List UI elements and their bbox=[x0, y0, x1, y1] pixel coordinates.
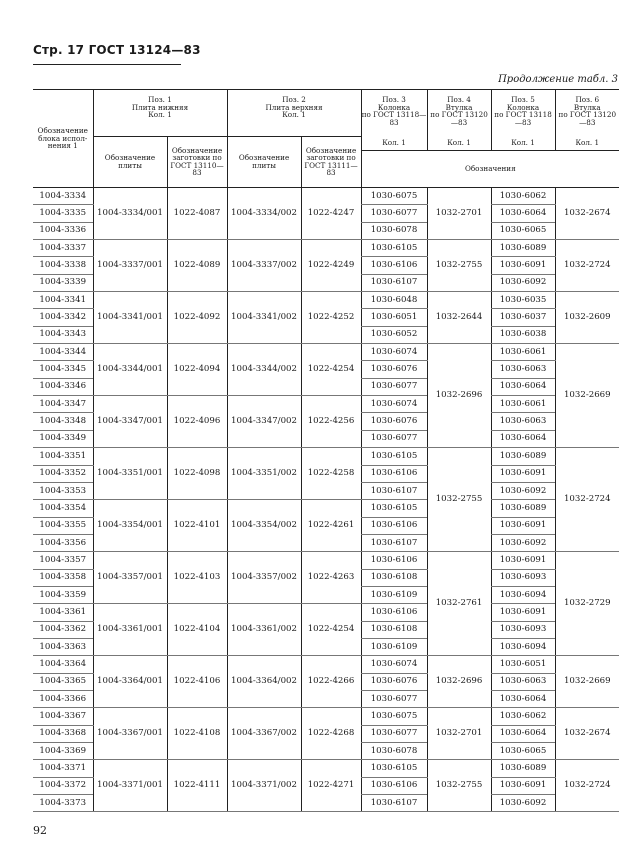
pos5-designation: 1030-6064 bbox=[491, 690, 555, 707]
page-header: Стр. 17 ГОСТ 13124—83 bbox=[33, 43, 201, 57]
pos3-name: Колонка bbox=[377, 102, 411, 112]
upper-plate-designation: 1004-3334/002 bbox=[227, 188, 301, 240]
upper-plate-blank: 1022-4263 bbox=[301, 552, 361, 604]
pos6-qty: Кол. 1 bbox=[555, 136, 619, 151]
col-pos3-header bbox=[361, 90, 427, 137]
pos4-designation: 1032-2761 bbox=[427, 552, 491, 656]
pos6-designation: 1032-2724 bbox=[555, 760, 619, 812]
pos5-designation: 1030-6065 bbox=[491, 743, 555, 760]
lower-plate-blank: 1022-4087 bbox=[167, 188, 227, 240]
pos4-designation: 1032-2644 bbox=[427, 292, 491, 344]
pos5-designation: 1030-6063 bbox=[491, 673, 555, 690]
block-designation: 1004-3349 bbox=[33, 430, 93, 447]
pos4-qty: Кол. 1 bbox=[427, 136, 491, 151]
pos4-pos: Поз. 4 bbox=[447, 95, 471, 104]
col-lower-plate-header bbox=[93, 90, 227, 137]
pos3-designation: 1030-6105 bbox=[361, 500, 427, 517]
pos4-gost: по ГОСТ 13120—83 bbox=[430, 110, 488, 127]
pos3-designation: 1030-6074 bbox=[361, 656, 427, 673]
table-row bbox=[33, 708, 619, 725]
pos3-gost: по ГОСТ 13118—83 bbox=[361, 110, 427, 127]
block-designation: 1004-3365 bbox=[33, 673, 93, 690]
pos3-designation: 1030-6074 bbox=[361, 396, 427, 413]
block-designation: 1004-3351 bbox=[33, 448, 93, 465]
lower-plate-designation: 1004-3334/001 bbox=[93, 188, 167, 240]
block-designation: 1004-3348 bbox=[33, 413, 93, 430]
table-row bbox=[33, 292, 619, 309]
lower-plate-blank: 1022-4096 bbox=[167, 396, 227, 448]
table-row bbox=[33, 448, 619, 465]
upper-plate-blank: 1022-4266 bbox=[301, 656, 361, 708]
upper-plate-blank: 1022-4261 bbox=[301, 500, 361, 552]
pos3-designation: 1030-6077 bbox=[361, 430, 427, 447]
block-designation: 1004-3353 bbox=[33, 482, 93, 499]
pos5-designation: 1030-6094 bbox=[491, 586, 555, 603]
pos6-name: Втулка bbox=[573, 102, 601, 112]
block-designation: 1004-3369 bbox=[33, 743, 93, 760]
table-row bbox=[33, 344, 619, 361]
pos6-designation: 1032-2724 bbox=[555, 448, 619, 552]
pos5-designation: 1030-6092 bbox=[491, 482, 555, 499]
pos5-qty: Кол. 1 bbox=[491, 136, 555, 151]
pos3-designation: 1030-6052 bbox=[361, 326, 427, 343]
block-designation: 1004-3366 bbox=[33, 690, 93, 707]
pos3-designation: 1030-6108 bbox=[361, 621, 427, 638]
pos4-designation: 1032-2701 bbox=[427, 188, 491, 240]
pos5-designation: 1030-6065 bbox=[491, 222, 555, 239]
lower-plate-blank: 1022-4103 bbox=[167, 552, 227, 604]
block-designation: 1004-3367 bbox=[33, 708, 93, 725]
pos5-designation: 1030-6064 bbox=[491, 430, 555, 447]
pos3-designation: 1030-6106 bbox=[361, 552, 427, 569]
pos5-designation: 1030-6063 bbox=[491, 413, 555, 430]
pos3-designation: 1030-6105 bbox=[361, 760, 427, 777]
upper-plate-blank: 1022-4252 bbox=[301, 292, 361, 344]
block-designation: 1004-3372 bbox=[33, 777, 93, 794]
pos4-designation: 1032-2755 bbox=[427, 240, 491, 292]
lower-plate-blank: 1022-4094 bbox=[167, 344, 227, 396]
pos3-designation: 1030-6109 bbox=[361, 586, 427, 603]
pos6-designation: 1032-2674 bbox=[555, 708, 619, 760]
pos3-designation: 1030-6078 bbox=[361, 222, 427, 239]
pos5-designation: 1030-6061 bbox=[491, 396, 555, 413]
pos3-designation: 1030-6076 bbox=[361, 413, 427, 430]
pos5-designation: 1030-6064 bbox=[491, 725, 555, 742]
pos6-designation: 1032-2729 bbox=[555, 552, 619, 656]
pos5-designation: 1030-6094 bbox=[491, 638, 555, 655]
lower-plate-designation: 1004-3337/001 bbox=[93, 240, 167, 292]
upper-plate-designation: 1004-3351/002 bbox=[227, 448, 301, 500]
pos3-designation: 1030-6077 bbox=[361, 690, 427, 707]
table-row bbox=[33, 552, 619, 569]
upper-plate-blank: 1022-4268 bbox=[301, 708, 361, 760]
block-designation: 1004-3336 bbox=[33, 222, 93, 239]
pos3-designation: 1030-6105 bbox=[361, 448, 427, 465]
pos5-name: Колонка bbox=[506, 102, 540, 112]
pos5-designation: 1030-6093 bbox=[491, 569, 555, 586]
lower-plate-blank: 1022-4101 bbox=[167, 500, 227, 552]
block-designation: 1004-3335 bbox=[33, 205, 93, 222]
pos3-designation: 1030-6106 bbox=[361, 465, 427, 482]
pos3-designation: 1030-6105 bbox=[361, 240, 427, 257]
upper-plate-qty: Кол. 1 bbox=[282, 110, 306, 120]
pos4-designation: 1032-2701 bbox=[427, 708, 491, 760]
upper-plate-designation: 1004-3341/002 bbox=[227, 292, 301, 344]
block-designation: 1004-3341 bbox=[33, 292, 93, 309]
lower-plate-blank: 1022-4111 bbox=[167, 760, 227, 812]
pos4-designation: 1032-2696 bbox=[427, 344, 491, 448]
pos3-designation: 1030-6077 bbox=[361, 725, 427, 742]
pos5-designation: 1030-6037 bbox=[491, 309, 555, 326]
pos5-designation: 1030-6093 bbox=[491, 621, 555, 638]
block-designation: 1004-3344 bbox=[33, 344, 93, 361]
pos6-designation: 1032-2669 bbox=[555, 656, 619, 708]
lower-plate-qty: Кол. 1 bbox=[148, 110, 172, 120]
upper-plate-designation: 1004-3354/002 bbox=[227, 500, 301, 552]
upper-plate-designation: 1004-3371/002 bbox=[227, 760, 301, 812]
page-number: 92 bbox=[33, 824, 47, 837]
lower-plate-blank: 1022-4104 bbox=[167, 604, 227, 656]
block-designation: 1004-3368 bbox=[33, 725, 93, 742]
pos5-designation: 1030-6091 bbox=[491, 552, 555, 569]
block-designation: 1004-3373 bbox=[33, 795, 93, 812]
lower-plate-pos: Поз. 1 bbox=[148, 95, 172, 104]
lower-plate-designation: 1004-3367/001 bbox=[93, 708, 167, 760]
pos4-designation: 1032-2755 bbox=[427, 760, 491, 812]
lower-plate-blank: 1022-4108 bbox=[167, 708, 227, 760]
pos3-designation: 1030-6077 bbox=[361, 205, 427, 222]
pos5-designation: 1030-6091 bbox=[491, 604, 555, 621]
pos6-designation: 1032-2669 bbox=[555, 344, 619, 448]
pos5-designation: 1030-6064 bbox=[491, 205, 555, 222]
pos5-designation: 1030-6089 bbox=[491, 240, 555, 257]
block-designation: 1004-3352 bbox=[33, 465, 93, 482]
table-row bbox=[33, 500, 619, 517]
pos3-designation: 1030-6106 bbox=[361, 517, 427, 534]
upper-plate-designation: 1004-3337/002 bbox=[227, 240, 301, 292]
block-designation: 1004-3339 bbox=[33, 274, 93, 291]
block-designation: 1004-3334 bbox=[33, 188, 93, 205]
pos3-designation: 1030-6048 bbox=[361, 292, 427, 309]
block-designation: 1004-3364 bbox=[33, 656, 93, 673]
block-designation: 1004-3354 bbox=[33, 500, 93, 517]
lower-plate-designation: 1004-3361/001 bbox=[93, 604, 167, 656]
block-designation: 1004-3338 bbox=[33, 257, 93, 274]
pos6-designation: 1032-2674 bbox=[555, 188, 619, 240]
pos5-designation: 1030-6089 bbox=[491, 760, 555, 777]
pos5-designation: 1030-6092 bbox=[491, 795, 555, 812]
pos4-designation: 1032-2755 bbox=[427, 448, 491, 552]
lower-plate-name: Плита нижняя bbox=[131, 102, 189, 112]
upper-plate-name: Плита верхняя bbox=[265, 102, 323, 112]
table-row bbox=[33, 396, 619, 413]
lower-plate-designation: 1004-3364/001 bbox=[93, 656, 167, 708]
pos6-designation: 1032-2609 bbox=[555, 292, 619, 344]
pos4-designation: 1032-2696 bbox=[427, 656, 491, 708]
pos3-designation: 1030-6077 bbox=[361, 378, 427, 395]
col-pos6-header bbox=[555, 90, 619, 137]
table-row bbox=[33, 604, 619, 621]
pos3-designation: 1030-6075 bbox=[361, 708, 427, 725]
pos3-designation: 1030-6106 bbox=[361, 257, 427, 274]
upper-plate-pos: Поз. 2 bbox=[282, 95, 306, 104]
block-designation: 1004-3371 bbox=[33, 760, 93, 777]
pos3-designation: 1030-6075 bbox=[361, 188, 427, 205]
table-caption: Продолжение табл. 3 bbox=[498, 74, 618, 85]
lower-plate-designation-header: Обозначение плиты bbox=[93, 136, 167, 188]
upper-plate-blank: 1022-4254 bbox=[301, 604, 361, 656]
upper-plate-designation: 1004-3357/002 bbox=[227, 552, 301, 604]
pos3-designation: 1030-6109 bbox=[361, 638, 427, 655]
pos5-designation: 1030-6092 bbox=[491, 274, 555, 291]
col-upper-plate-header bbox=[227, 90, 361, 137]
block-designation: 1004-3342 bbox=[33, 309, 93, 326]
pos3-designation: 1030-6106 bbox=[361, 777, 427, 794]
lower-plate-blank: 1022-4092 bbox=[167, 292, 227, 344]
pos3-designation: 1030-6051 bbox=[361, 309, 427, 326]
pos3-designation: 1030-6108 bbox=[361, 569, 427, 586]
col-pos4-header bbox=[427, 90, 491, 137]
pos6-gost: по ГОСТ 13120—83 bbox=[558, 110, 617, 127]
block-designation: 1004-3337 bbox=[33, 240, 93, 257]
pos4-name: Втулка bbox=[445, 102, 473, 112]
pos5-designation: 1030-6091 bbox=[491, 257, 555, 274]
upper-plate-designation: 1004-3344/002 bbox=[227, 344, 301, 396]
upper-plate-blank: 1022-4258 bbox=[301, 448, 361, 500]
table-row bbox=[33, 240, 619, 257]
lower-plate-blank-header: Обозначение заготовки по ГОСТ 13110—83 bbox=[167, 136, 227, 188]
table-row bbox=[33, 760, 619, 777]
pos5-designation: 1030-6061 bbox=[491, 344, 555, 361]
block-designation: 1004-3358 bbox=[33, 569, 93, 586]
pos5-designation: 1030-6091 bbox=[491, 517, 555, 534]
pos3-designation: 1030-6106 bbox=[361, 604, 427, 621]
pos5-designation: 1030-6092 bbox=[491, 534, 555, 551]
upper-plate-blank: 1022-4254 bbox=[301, 344, 361, 396]
upper-plate-designation-header: Обозначение плиты bbox=[227, 136, 301, 188]
table-body bbox=[33, 188, 619, 812]
pos5-designation: 1030-6089 bbox=[491, 500, 555, 517]
table-row bbox=[33, 656, 619, 673]
pos5-gost: по ГОСТ 13118—83 bbox=[494, 110, 552, 127]
block-designation: 1004-3362 bbox=[33, 621, 93, 638]
lower-plate-designation: 1004-3371/001 bbox=[93, 760, 167, 812]
upper-plate-designation: 1004-3347/002 bbox=[227, 396, 301, 448]
col-block-header: Обозначение блока испол- нения 1 bbox=[33, 90, 93, 188]
lower-plate-designation: 1004-3341/001 bbox=[93, 292, 167, 344]
designations-header: Обозначения bbox=[361, 151, 619, 188]
pos3-designation: 1030-6076 bbox=[361, 673, 427, 690]
block-designation: 1004-3356 bbox=[33, 534, 93, 551]
pos3-designation: 1030-6076 bbox=[361, 361, 427, 378]
block-designation: 1004-3361 bbox=[33, 604, 93, 621]
block-designation: 1004-3363 bbox=[33, 638, 93, 655]
header-rule bbox=[33, 64, 181, 65]
upper-plate-blank: 1022-4249 bbox=[301, 240, 361, 292]
lower-plate-designation: 1004-3344/001 bbox=[93, 344, 167, 396]
upper-plate-designation: 1004-3364/002 bbox=[227, 656, 301, 708]
pos5-designation: 1030-6062 bbox=[491, 708, 555, 725]
pos5-designation: 1030-6035 bbox=[491, 292, 555, 309]
pos3-designation: 1030-6107 bbox=[361, 274, 427, 291]
pos5-designation: 1030-6089 bbox=[491, 448, 555, 465]
pos6-designation: 1032-2724 bbox=[555, 240, 619, 292]
upper-plate-designation: 1004-3361/002 bbox=[227, 604, 301, 656]
block-designation: 1004-3347 bbox=[33, 396, 93, 413]
pos3-designation: 1030-6107 bbox=[361, 482, 427, 499]
pos5-designation: 1030-6051 bbox=[491, 656, 555, 673]
pos5-designation: 1030-6064 bbox=[491, 378, 555, 395]
pos5-designation: 1030-6091 bbox=[491, 777, 555, 794]
block-designation: 1004-3355 bbox=[33, 517, 93, 534]
upper-plate-designation: 1004-3367/002 bbox=[227, 708, 301, 760]
pos3-pos: Поз. 3 bbox=[382, 95, 406, 104]
block-designation: 1004-3346 bbox=[33, 378, 93, 395]
upper-plate-blank: 1022-4247 bbox=[301, 188, 361, 240]
block-designation: 1004-3343 bbox=[33, 326, 93, 343]
lower-plate-blank: 1022-4106 bbox=[167, 656, 227, 708]
pos5-designation: 1030-6038 bbox=[491, 326, 555, 343]
block-designation: 1004-3359 bbox=[33, 586, 93, 603]
pos5-designation: 1030-6063 bbox=[491, 361, 555, 378]
pos3-designation: 1030-6074 bbox=[361, 344, 427, 361]
upper-plate-blank-header: Обозначение заготовки по ГОСТ 13111—83 bbox=[301, 136, 361, 188]
lower-plate-designation: 1004-3347/001 bbox=[93, 396, 167, 448]
col-pos5-header bbox=[491, 90, 555, 137]
lower-plate-blank: 1022-4098 bbox=[167, 448, 227, 500]
block-designation: 1004-3357 bbox=[33, 552, 93, 569]
pos6-pos: Поз. 6 bbox=[575, 95, 600, 104]
block-designation: 1004-3345 bbox=[33, 361, 93, 378]
lower-plate-designation: 1004-3351/001 bbox=[93, 448, 167, 500]
lower-plate-blank: 1022-4089 bbox=[167, 240, 227, 292]
upper-plate-blank: 1022-4271 bbox=[301, 760, 361, 812]
pos3-designation: 1030-6107 bbox=[361, 795, 427, 812]
lower-plate-designation: 1004-3354/001 bbox=[93, 500, 167, 552]
pos3-qty: Кол. 1 bbox=[361, 136, 427, 151]
pos5-pos: Поз. 5 bbox=[511, 95, 535, 104]
specification-table bbox=[33, 89, 619, 812]
lower-plate-designation: 1004-3357/001 bbox=[93, 552, 167, 604]
upper-plate-blank: 1022-4256 bbox=[301, 396, 361, 448]
pos3-designation: 1030-6107 bbox=[361, 534, 427, 551]
table-row bbox=[33, 188, 619, 205]
pos3-designation: 1030-6078 bbox=[361, 743, 427, 760]
pos5-designation: 1030-6091 bbox=[491, 465, 555, 482]
pos5-designation: 1030-6062 bbox=[491, 188, 555, 205]
